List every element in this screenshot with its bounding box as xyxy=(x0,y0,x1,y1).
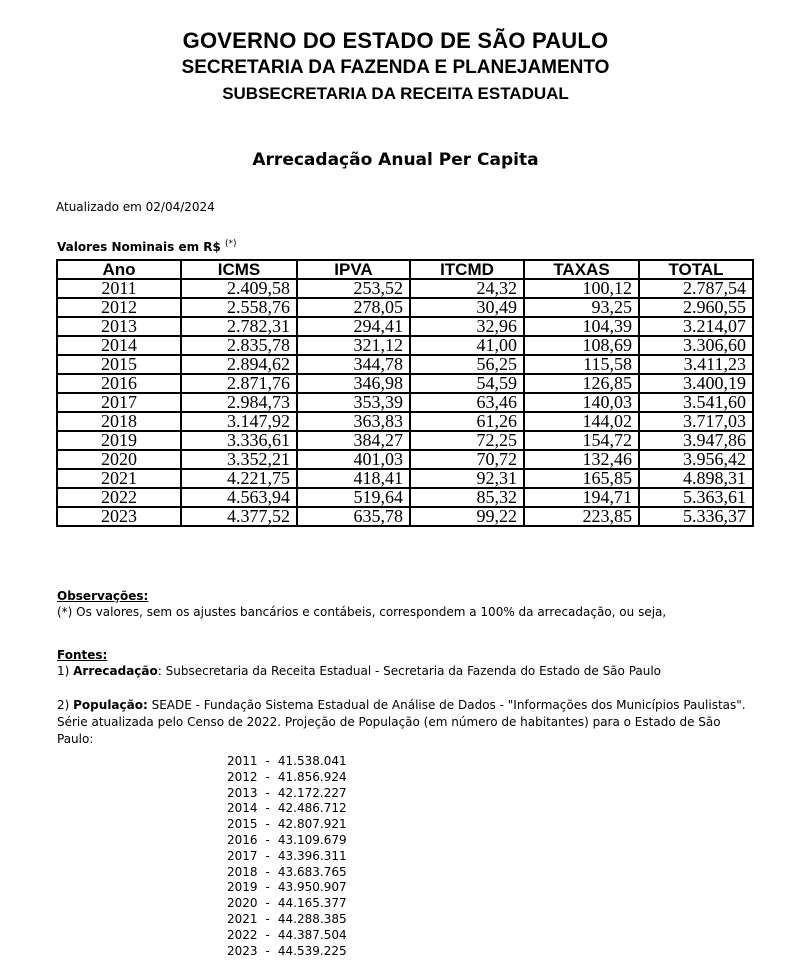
population-separator: - xyxy=(265,801,270,816)
table-cell: 56,25 xyxy=(410,355,524,374)
table-cell: 5.336,37 xyxy=(639,507,753,526)
table-cell: 3.214,07 xyxy=(639,317,753,336)
table-cell-year: 2023 xyxy=(57,507,181,526)
population-year: 2022 xyxy=(227,927,258,942)
population-value: 44.539.225 xyxy=(277,943,347,958)
values-label-mark: (*) xyxy=(225,239,237,249)
population-value: 44.387.504 xyxy=(277,927,347,942)
table-cell: 3.352,21 xyxy=(181,450,297,469)
population-year: 2019 xyxy=(227,880,258,895)
column-header: TOTAL xyxy=(639,260,753,279)
table-cell-year: 2016 xyxy=(57,374,181,393)
table-cell: 3.956,42 xyxy=(639,450,753,469)
population-row xyxy=(227,817,347,833)
population-separator: - xyxy=(265,943,270,958)
table-header-row xyxy=(57,260,753,279)
table-cell: 2.787,54 xyxy=(639,279,753,298)
table-cell: 2.409,58 xyxy=(181,279,297,298)
source-item-1 xyxy=(57,664,661,678)
population-row xyxy=(227,928,347,944)
table-row xyxy=(57,450,753,469)
population-year: 2016 xyxy=(227,832,258,847)
table-cell: 4.221,75 xyxy=(181,469,297,488)
table-cell: 2.984,73 xyxy=(181,393,297,412)
source-item-2 xyxy=(57,697,747,748)
population-year: 2021 xyxy=(227,911,258,926)
table-cell: 3.400,19 xyxy=(639,374,753,393)
table-cell: 3.947,86 xyxy=(639,431,753,450)
table-cell: 223,85 xyxy=(524,507,639,526)
table-cell: 3.306,60 xyxy=(639,336,753,355)
population-value: 42.486.712 xyxy=(277,801,347,816)
table-cell: 132,46 xyxy=(524,450,639,469)
population-separator: - xyxy=(265,817,270,832)
table-cell-year: 2019 xyxy=(57,431,181,450)
table-cell: 54,59 xyxy=(410,374,524,393)
table-cell: 4.898,31 xyxy=(639,469,753,488)
population-year: 2020 xyxy=(227,896,258,911)
table-body xyxy=(57,279,753,526)
table-cell: 519,64 xyxy=(297,488,410,507)
population-row xyxy=(227,849,347,865)
table-cell: 70,72 xyxy=(410,450,524,469)
table-cell: 61,26 xyxy=(410,412,524,431)
table-cell: 154,72 xyxy=(524,431,639,450)
table-cell: 24,32 xyxy=(410,279,524,298)
table-cell: 115,58 xyxy=(524,355,639,374)
table-cell: 108,69 xyxy=(524,336,639,355)
population-value: 44.165.377 xyxy=(277,896,347,911)
table-row xyxy=(57,393,753,412)
table-cell: 100,12 xyxy=(524,279,639,298)
population-year: 2017 xyxy=(227,848,258,863)
table-row xyxy=(57,298,753,317)
table-row xyxy=(57,431,753,450)
table-cell: 104,39 xyxy=(524,317,639,336)
table-cell: 2.960,55 xyxy=(639,298,753,317)
table-cell: 253,52 xyxy=(297,279,410,298)
table-cell: 30,49 xyxy=(410,298,524,317)
table-cell: 3.336,61 xyxy=(181,431,297,450)
population-separator: - xyxy=(265,911,270,926)
table-row xyxy=(57,317,753,336)
population-year: 2014 xyxy=(227,801,258,816)
table-cell: 3.147,92 xyxy=(181,412,297,431)
table-row xyxy=(57,355,753,374)
population-year: 2013 xyxy=(227,785,258,800)
source-1-label: Arrecadação xyxy=(73,664,158,678)
population-value: 42.807.921 xyxy=(277,817,347,832)
population-separator: - xyxy=(265,927,270,942)
population-value: 43.109.679 xyxy=(277,832,347,847)
population-row xyxy=(227,801,347,817)
population-separator: - xyxy=(265,880,270,895)
table-cell-year: 2011 xyxy=(57,279,181,298)
table-cell: 140,03 xyxy=(524,393,639,412)
table-cell: 294,41 xyxy=(297,317,410,336)
population-row xyxy=(227,896,347,912)
table-cell: 278,05 xyxy=(297,298,410,317)
column-header: TAXAS xyxy=(524,260,639,279)
population-row xyxy=(227,944,347,960)
population-year: 2011 xyxy=(227,754,258,768)
population-year: 2023 xyxy=(227,943,258,958)
population-separator: - xyxy=(265,896,270,911)
table-cell: 363,83 xyxy=(297,412,410,431)
table-cell: 4.563,94 xyxy=(181,488,297,507)
table-cell: 2.782,31 xyxy=(181,317,297,336)
population-value: 42.172.227 xyxy=(277,785,347,800)
table-cell-year: 2017 xyxy=(57,393,181,412)
table-cell: 72,25 xyxy=(410,431,524,450)
table-cell: 165,85 xyxy=(524,469,639,488)
table-row xyxy=(57,374,753,393)
table-cell: 418,41 xyxy=(297,469,410,488)
population-separator: - xyxy=(265,785,270,800)
population-separator: - xyxy=(265,848,270,863)
population-value: 44.288.385 xyxy=(277,911,347,926)
table-cell-year: 2015 xyxy=(57,355,181,374)
table-cell: 3.717,03 xyxy=(639,412,753,431)
table-row xyxy=(57,412,753,431)
column-header: Ano xyxy=(57,260,181,279)
population-row xyxy=(227,754,347,770)
revenue-table xyxy=(56,259,754,527)
table-cell: 126,85 xyxy=(524,374,639,393)
source-1-text: : Subsecretaria da Receita Estadual - Secretaria da Fazenda do Estado de São Paulo xyxy=(157,664,662,678)
table-cell: 93,25 xyxy=(524,298,639,317)
table-cell: 4.377,52 xyxy=(181,507,297,526)
table-cell: 2.835,78 xyxy=(181,336,297,355)
table-cell: 635,78 xyxy=(297,507,410,526)
population-row xyxy=(227,865,347,881)
table-row xyxy=(57,336,753,355)
table-row xyxy=(57,279,753,298)
observations-text: (*) Os valores, sem os ajustes bancários e contábeis, correspondem a 100% da arrecadação, ou seja, xyxy=(57,605,667,619)
table-cell: 85,32 xyxy=(410,488,524,507)
source-2-text: SEADE - Fundação Sistema Estadual de Análise de Dados - "Informações dos Municípios Paulistas". Série atualizada pelo Censo de 2022. Projeção de População (em número de habitantes) para o Estado de São Paulo: xyxy=(57,698,746,746)
table-cell-year: 2014 xyxy=(57,336,181,355)
table-cell: 63,46 xyxy=(410,393,524,412)
source-2-label: População: xyxy=(73,698,148,712)
table-cell: 2.871,76 xyxy=(181,374,297,393)
values-label xyxy=(57,239,237,254)
population-row xyxy=(227,770,347,786)
population-table xyxy=(227,754,347,959)
table-cell: 384,27 xyxy=(297,431,410,450)
population-year: 2018 xyxy=(227,864,258,879)
table-cell-year: 2022 xyxy=(57,488,181,507)
table-cell: 41,00 xyxy=(410,336,524,355)
header-government: GOVERNO DO ESTADO DE SÃO PAULO xyxy=(182,28,609,53)
table-cell: 3.411,23 xyxy=(639,355,753,374)
table-cell-year: 2018 xyxy=(57,412,181,431)
table-row xyxy=(57,469,753,488)
observations-title: Observações: xyxy=(57,589,149,603)
table-cell: 99,22 xyxy=(410,507,524,526)
table-cell: 32,96 xyxy=(410,317,524,336)
population-value: 43.396.311 xyxy=(277,848,347,863)
page-title: Arrecadação Anual Per Capita xyxy=(252,150,539,170)
table-cell: 2.558,76 xyxy=(181,298,297,317)
source-2-prefix: 2) xyxy=(57,698,74,712)
population-row xyxy=(227,786,347,802)
sources-title: Fontes: xyxy=(57,648,108,662)
population-separator: - xyxy=(265,832,270,847)
population-separator: - xyxy=(265,864,270,879)
table-cell: 92,31 xyxy=(410,469,524,488)
source-1-prefix: 1) xyxy=(57,664,74,678)
table-cell: 144,02 xyxy=(524,412,639,431)
table-cell: 346,98 xyxy=(297,374,410,393)
table-cell: 2.894,62 xyxy=(181,355,297,374)
population-separator: - xyxy=(265,769,270,784)
table-cell-year: 2012 xyxy=(57,298,181,317)
table-cell: 194,71 xyxy=(524,488,639,507)
updated-date: Atualizado em 02/04/2024 xyxy=(56,200,215,214)
population-value: 43.950.907 xyxy=(277,880,347,895)
population-separator: - xyxy=(265,754,270,768)
table-cell-year: 2013 xyxy=(57,317,181,336)
table-cell: 5.363,61 xyxy=(639,488,753,507)
population-value: 43.683.765 xyxy=(277,864,347,879)
header-secretariat: SECRETARIA DA FAZENDA E PLANEJAMENTO xyxy=(181,57,610,78)
table-row xyxy=(57,507,753,526)
column-header: ICMS xyxy=(181,260,297,279)
population-value: 41.856.924 xyxy=(277,769,347,784)
table-cell: 401,03 xyxy=(297,450,410,469)
column-header: ITCMD xyxy=(410,260,524,279)
table-cell: 321,12 xyxy=(297,336,410,355)
column-header: IPVA xyxy=(297,260,410,279)
table-cell: 353,39 xyxy=(297,393,410,412)
table-row xyxy=(57,488,753,507)
population-row xyxy=(227,880,347,896)
values-label-text: Valores Nominais em R$ xyxy=(57,240,221,254)
population-year: 2015 xyxy=(227,817,258,832)
population-year: 2012 xyxy=(227,769,258,784)
population-row xyxy=(227,833,347,849)
header-subsecretariat: SUBSECRETARIA DA RECEITA ESTADUAL xyxy=(222,84,569,103)
population-row xyxy=(227,912,347,928)
table-cell: 344,78 xyxy=(297,355,410,374)
table-cell-year: 2020 xyxy=(57,450,181,469)
population-value: 41.538.041 xyxy=(277,754,347,768)
table-cell-year: 2021 xyxy=(57,469,181,488)
table-cell: 3.541,60 xyxy=(639,393,753,412)
